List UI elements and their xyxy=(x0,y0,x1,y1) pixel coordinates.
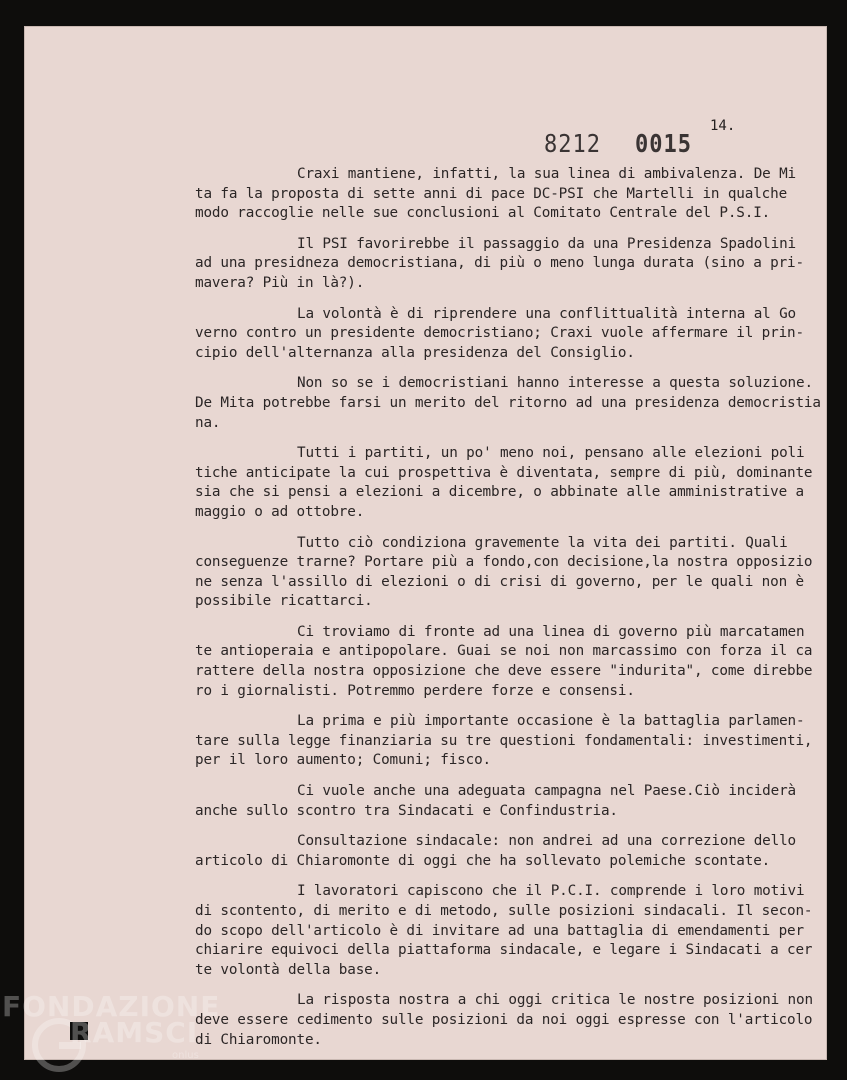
text-line: deve essere cedimento sulle posizioni da noi oggi espresse con l'articolo xyxy=(195,1011,813,1028)
text-line: mavera? Più in là?). xyxy=(195,274,365,291)
paragraph xyxy=(195,444,813,522)
text-line: di scontento, di merito e di metodo, sulle posizioni sindacali. Il secon- xyxy=(195,903,813,919)
text-line: Ci troviamo di fronte ad una linea di governo più marcatamen xyxy=(297,623,805,640)
text-line: Tutti i partiti, un po' meno noi, pensano alle elezioni poli xyxy=(297,445,805,462)
watermark-line3: onlus xyxy=(172,1050,199,1061)
text-line: di Chiaromonte. xyxy=(195,1031,322,1048)
text-line: Consultazione sindacale: non andrei ad una correzione dello xyxy=(297,833,796,850)
text-line: tiche anticipate la cui prospettiva è diventata, sempre di più, dominante xyxy=(195,464,813,481)
text-line: Craxi mantiene, infatti, la sua linea di ambivalenza. De Mi xyxy=(297,166,796,182)
text-line: maggio o ad ottobre. xyxy=(195,503,365,520)
text-line: chiarire equivoci della piattaforma sindacale, e legare i Sindacati a cer xyxy=(195,942,813,959)
text-line: cipio dell'alternanza alla presidenza del Consiglio. xyxy=(195,344,635,361)
watermark-line2: RAMSCI xyxy=(70,1016,199,1049)
paragraph xyxy=(195,165,795,224)
text-line: rattere della nostra opposizione che deve essere "indurita", come direbbe xyxy=(195,663,813,680)
paragraph xyxy=(195,534,813,612)
text-line: Non so se i democristiani hanno interesse a questa soluzione. xyxy=(297,375,813,392)
text-line: tare sulla legge finanziaria su tre questioni fondamentali: investimenti, xyxy=(195,732,813,749)
document-body xyxy=(195,165,821,1061)
text-line: La prima e più importante occasione è la battaglia parlamen- xyxy=(297,713,805,730)
text-line: do scopo dell'articolo è di invitare ad una battaglia di emendamenti per xyxy=(195,922,804,939)
text-line: De Mita potrebbe farsi un merito del ritorno ad una presidenza democristia xyxy=(195,394,821,411)
paragraph xyxy=(195,235,804,294)
text-line: possibile ricattarci. xyxy=(195,593,373,610)
archive-stamp xyxy=(544,130,692,159)
text-line: La risposta nostra a chi oggi critica le nostre posizioni non xyxy=(297,992,813,1009)
text-line: te volontà della base. xyxy=(195,961,382,978)
text-line: te antioperaia e antipopolare. Guai se noi non marcassimo con forza il ca xyxy=(195,643,813,660)
text-line: anche sullo scontro tra Sindacati e Confindustria. xyxy=(195,802,618,819)
paragraph xyxy=(195,782,795,821)
text-line: articolo di Chiaromonte di oggi che ha sollevato polemiche scontate. xyxy=(195,852,771,869)
text-line: verno contro un presidente democristiano; Craxi vuole affermare il prin- xyxy=(195,325,804,342)
text-line: I lavoratori capiscono che il P.C.I. comprende i loro motivi xyxy=(297,883,805,900)
text-line: ro i giornalisti. Potremmo perdere forze e consensi. xyxy=(195,682,635,699)
foundation-watermark xyxy=(0,988,220,1068)
page-number: 14. xyxy=(710,118,736,134)
paragraph xyxy=(195,374,821,433)
paragraph xyxy=(195,305,804,364)
text-line: per il loro aumento; Comuni; fisco. xyxy=(195,752,492,769)
text-line: La volontà è di riprendere una conflittualità interna al Go xyxy=(297,305,796,322)
text-line: conseguenze trarne? Portare più a fondo,con decisione,la nostra opposizio xyxy=(195,554,813,571)
text-line: ad una presidneza democristiana, di più o meno lunga durata (sino a pri- xyxy=(195,255,804,272)
text-line: ta fa la proposta di sette anni di pace DC-PSI che Martelli in qualche xyxy=(195,185,788,202)
text-line: Ci vuole anche una adeguata campagna nel Paese.Ciò inciderà xyxy=(297,783,796,800)
text-line: Il PSI favorirebbe il passaggio da una Presidenza Spadolini xyxy=(297,235,796,252)
paragraph xyxy=(195,712,813,771)
archive-code-part1: 8212 xyxy=(544,130,601,159)
text-line: na. xyxy=(195,414,221,431)
text-line: ne senza l'assillo di elezioni o di crisi di governo, per le quali non è xyxy=(195,573,804,590)
paragraph xyxy=(195,882,813,980)
text-line: modo raccoglie nelle sue conclusioni al Comitato Centrale del P.S.I. xyxy=(195,205,771,222)
text-line: Tutto ciò condiziona gravemente la vita dei partiti. Quali xyxy=(297,534,788,551)
paragraph xyxy=(195,623,813,701)
text-line: sia che si pensi a elezioni a dicembre, o abbinate alle amministrative a xyxy=(195,484,804,501)
watermark-line1: FONDAZIONE xyxy=(2,990,221,1023)
paragraph xyxy=(195,991,813,1050)
archive-code-part2: 0015 xyxy=(634,130,692,159)
paragraph xyxy=(195,832,795,871)
